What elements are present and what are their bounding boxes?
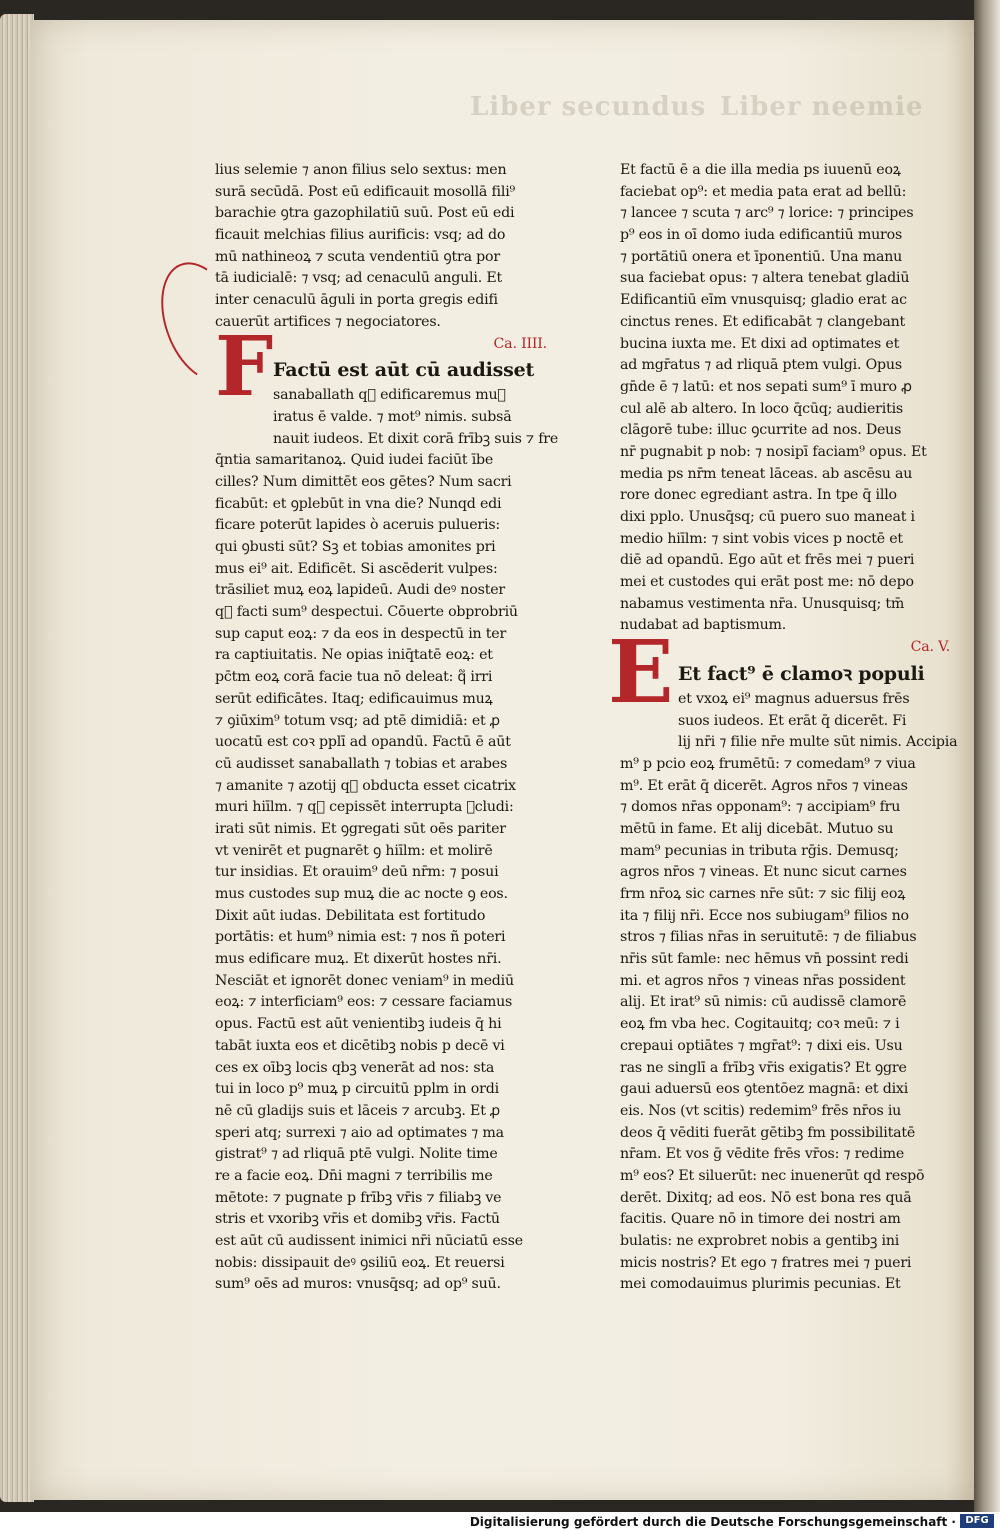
text-line: rore donec egrediant astra. In tpe q̄ illo (620, 487, 897, 504)
text-line: ita ⁊ filij nr̄i. Ecce nos subiugam⁹ filios no (620, 907, 909, 924)
text-line: ⁊ ꝯiūxim⁹ totum vsq; ad ptē dimidiā: et ꝓ (215, 712, 500, 729)
text-line: clāgorē tube: illuc ꝯcurrite ad nos. Deus (620, 422, 902, 439)
right-column-lines-before (620, 160, 950, 637)
text-line: barachie ꝯtra gazophilatiū suū. Post eū edi (215, 205, 515, 222)
text-line: re a facie eoꝝ. Dn̄i magni ⁊ terribilis me (215, 1167, 493, 1184)
text-line: ⁊ portātiū onera et īponentiū. Una manu (620, 248, 903, 265)
text-line: eoꝝ: ⁊ interficiam⁹ eos: ⁊ cessare faciamus (215, 994, 513, 1011)
left-chapter-heading: Factū est aūt cū audisset (273, 359, 535, 382)
text-line: ficauit melchias filius aurificis: vsq; ad do (215, 227, 506, 244)
text-line: eoꝝ fm vba hec. Cogitauitq; coꝛ meū: ⁊ i (620, 1016, 900, 1033)
text-line: gistrat⁹ ⁊ ad rliquā ptē vulgi. Nolite time (215, 1146, 498, 1163)
text-line: mētote: ⁊ pugnate p frībꝫ vr̄is ⁊ filiabꝫ ve (215, 1189, 502, 1206)
text-line: nr̄am. Et vos ḡ vēdite frēs vr̄os: ⁊ redime (620, 1146, 905, 1163)
text-line: irati sūt nimis. Et ꝯgregati sūt oēs pariter (215, 820, 506, 837)
text-line: stris et vxoribꝫ vr̄is et domibꝫ vr̄is. Factū (215, 1211, 500, 1228)
text-line: alij. Et irat⁹ sū nimis: cū audissē clamorē (620, 994, 907, 1011)
text-line: mus edificare muꝝ. Et dixerūt hostes nr̄i. (215, 951, 502, 968)
text-line: tā iudicialē: ⁊ vsq; ad cenaculū anguli. Et (215, 270, 502, 287)
text-line: m⁹ eos? Et siluerūt: nec inuenerūt qd respō (620, 1167, 925, 1184)
text-line: q̄ntia samaritanoꝝ. Quid iudei faciūt ībe (215, 452, 494, 469)
left-text-column (215, 160, 559, 1296)
text-line: cul alē ab altero. In loco q̄cūq; audieritis (620, 400, 903, 417)
book-gutter (974, 0, 1000, 1531)
text-line: ⁊ amanite ⁊ azotij q᷑ obducta esset cicatrix (215, 777, 516, 794)
text-line: Et factū ē a die illa media ps iuuenū eoꝝ (620, 162, 901, 178)
red-initial-e: E (608, 622, 674, 723)
text-line: nobis: dissipauit deꝰ ꝯsiliū eoꝝ. Et reuersi (215, 1254, 505, 1271)
text-line: lij nr̄i ⁊ filie nr̄e multe sūt nimis. Accipia (678, 734, 958, 751)
text-line: surā secūdā. Post eū edificauit mosollā fili⁹ (215, 183, 516, 200)
text-line: nr̄is sūt famle: nec hēmus vn̄ possint redi (620, 951, 909, 968)
text-line: vt venirēt et pugnarēt ꝯ hiīlm: et molirē (215, 842, 493, 859)
text-line: speri atq; surrexi ⁊ aio ad optimates ⁊ ma (215, 1124, 504, 1141)
footer-credit: Digitalisierung gefördert durch die Deutsche Forschungsgemeinschaft · (469, 1515, 956, 1529)
text-line: et vxoꝝ ei⁹ magnus aduersus frēs (678, 690, 910, 707)
text-line: lius selemie ⁊ anon filius selo sextus: men (215, 162, 507, 178)
text-line: trāsiliet muꝝ eoꝝ lapideū. Audi deꝰ noster (215, 582, 506, 599)
text-line: uocatū est coꝛ pplī ad opandū. Factū ē aūt (215, 734, 511, 751)
text-line: pc̄tm eoꝝ corā facie tua nō deleat: q᷑ irri (215, 669, 493, 686)
text-line: m⁹. Et erāt q̄ dicerēt. Agros nr̄os ⁊ vineas (620, 777, 908, 794)
chapter-mark-iiii: Ca. IIII. (493, 335, 547, 352)
text-line: frm nr̄oꝝ sic carnes nr̄e sūt: ⁊ sic filij eoꝝ (620, 886, 906, 902)
text-line: eis. Nos (vt scitis) redemim⁹ frēs nr̄os iu (620, 1102, 902, 1119)
text-line: Nesciāt et ignorēt donec veniam⁹ in mediū (215, 972, 514, 989)
dfg-logo: DFG (960, 1514, 994, 1528)
text-line: inter cenaculū āguli in porta gregis edifi (215, 292, 498, 309)
text-line: qui ꝯbusti sūt? Sꝫ et tobias amonites pri (215, 539, 496, 555)
text-line: agros nr̄os ⁊ vineas. Et nunc sicut carnes (620, 864, 907, 881)
text-line: stros ⁊ filias nr̄as in seruitutē: ⁊ de filiabus (620, 929, 917, 946)
text-line: serūt edificātes. Itaq; edificauimus muꝝ (215, 690, 493, 707)
text-line: bucina iuxta me. Et dixi ad optimates et (620, 335, 900, 352)
text-line: mi. et agros nr̄os ⁊ vineas nr̄as possident (620, 972, 906, 989)
text-line: cū audisset sanaballath ⁊ tobias et arabes (215, 755, 508, 772)
right-text-column (608, 160, 958, 1296)
text-line: ficabūt: et ꝯplebūt in vna die? Nunqd edi (215, 495, 502, 512)
text-line: facitis. Quare nō in timore dei nostri am (620, 1211, 901, 1228)
text-line: nr̄ pugnabit p nob: ⁊ nosipī faciam⁹ opus. Et (620, 443, 927, 460)
text-line: nabamus vestimenta nr̄a. Unusquisq; tm̄ (620, 595, 905, 612)
text-line: mam⁹ pecunias in tributa rḡis. Demusq; (620, 842, 899, 859)
text-line: opus. Factū est aūt venientibꝫ iudeis q̄ hi (215, 1016, 502, 1033)
text-line: ⁊ lancee ⁊ scuta ⁊ arc⁹ ⁊ lorice: ⁊ principes (620, 205, 914, 222)
text-line: ras ne singlī a frībꝫ vr̄is exigatis? Et ꝯgre (620, 1059, 907, 1076)
right-column-lines-after (620, 689, 958, 1296)
text-line: muri hiīlm. ⁊ q᷑ cepissēt interrupta ꝯcludi: (215, 799, 514, 816)
text-line: iratus ē valde. ⁊ mot⁹ nimis. subsā (273, 408, 512, 425)
text-line: sua faciebat opus: ⁊ altera tenebat gladiū (620, 270, 910, 287)
text-line: portātis: et hum⁹ nimia est: ⁊ nos ñ poteri (215, 929, 506, 946)
text-line: sum⁹ oēs ad muros: vnusq̄sq; ad op⁹ suū. (215, 1276, 501, 1293)
text-line: derēt. Dixitq; ad eos. Nō est bona res quā (620, 1189, 912, 1206)
text-line: mus ei⁹ ait. Edificēt. Si ascēderit vulpes: (215, 560, 498, 577)
text-line: tabāt iuxta eos et dicētibꝫ nobis p decē vi (215, 1037, 505, 1054)
digitization-footer (0, 1512, 1000, 1531)
text-line: bulatis: ne exprobret nobis a gentibꝫ ini (620, 1233, 900, 1249)
text-line: sup caput eoꝝ: ⁊ da eos in despectū in ter (215, 625, 507, 642)
text-line: medio hiīlm: ⁊ sint vobis vices p noctē et (620, 530, 903, 547)
text-line: ad mgr̄atus ⁊ ad rliquā ptem vulgi. Opus (620, 357, 902, 374)
left-column-lines-after (215, 385, 559, 1296)
text-line: deos q̄ vēditi fuerāt gētibꝫ fm possibilitatē (620, 1124, 916, 1141)
text-line: faciebat op⁹: et media pata erat ad bellū: (620, 183, 907, 200)
text-line: nē cū gladijs suis et lāceis ⁊ arcubꝫ. Et ꝓ (215, 1102, 500, 1119)
text-line: mei comodauimus plurimis pecunias. Et (620, 1276, 901, 1293)
book-page-edges (0, 14, 34, 1502)
text-line: mētū in fame. Et alij dicebāt. Mutuo su (620, 820, 894, 837)
text-line: mū nathineoꝝ ⁊ scuta vendentiū ꝯtra por (215, 248, 500, 265)
text-line: crepaui optiātes ⁊ mgr̄at⁹: ⁊ dixi eis. Usu (620, 1037, 903, 1054)
show-through-running-title-left: Liber secundus (470, 92, 707, 122)
text-line: p⁹ eos in oī domo iuda edificantiū muros (620, 227, 903, 244)
text-line: gaui aduersū eos ꝯtentōez magnā: et dixi (620, 1081, 909, 1098)
text-line: cauerūt artifices ⁊ negociatores. (215, 313, 441, 330)
chapter-mark-v: Ca. V. (910, 639, 950, 656)
text-line: Edificantiū eīm vnusquisq; gladio erat ac (620, 292, 907, 309)
text-line: dixi pplo. Unusq̄sq; cū puero suo maneat i (620, 509, 915, 525)
text-line: ces ex oībꝫ locis qbꝫ venerāt ad nos: sta (215, 1059, 495, 1076)
text-line: mus custodes sup muꝝ die ac nocte ꝯ eos. (215, 886, 508, 902)
text-line: ⁊ domos nr̄as opponam⁹: ⁊ accipiam⁹ fru (620, 799, 901, 816)
text-line: gn̄de ē ⁊ latū: et nos sepati sum⁹ ī muro ꝓ (620, 378, 912, 395)
text-line: mei et custodes qui erāt post me: nō depo (620, 574, 914, 591)
text-line: est aūt cū audissent inimici nr̄i nūciatū esse (215, 1233, 523, 1249)
text-line: diē ad opandū. Ego aūt et frēs mei ⁊ pueri (620, 552, 915, 569)
text-line: media ps nr̄m teneat lāceas. ab ascēsu au (620, 465, 913, 482)
text-line: nauit iudeos. Et dixit corā frībꝫ suis ⁊ fre (273, 430, 559, 447)
text-line: m⁹ p pcio eoꝝ frumētū: ⁊ comedam⁹ ⁊ viua (620, 755, 916, 772)
text-line: sanaballath q᷑ edificaremus muꝝ (273, 387, 506, 404)
right-chapter-heading: Et fact⁹ ē clamoꝛ populi (678, 662, 925, 685)
text-line: tui in loco p⁹ muꝝ p circuitū pplm in ordi (215, 1081, 499, 1098)
left-column-lines-before (215, 160, 547, 334)
red-initial-f: F (215, 319, 274, 415)
text-line: Dixit aūt iudas. Debilitata est fortitudo (215, 907, 486, 924)
show-through-running-title-right: Liber neemie (720, 92, 924, 122)
text-line: tur insidias. Et orauim⁹ deū nr̄m: ⁊ posui (215, 864, 499, 881)
text-line: ra captiuitatis. Ne opias iniq̄tatē eoꝝ: et (215, 647, 493, 664)
text-line: cilles? Num dimittēt eos gētes? Num sacri (215, 473, 512, 490)
text-line: cinctus renes. Et edificabāt ⁊ clangebant (620, 313, 906, 330)
text-line: q᷑ facti sum⁹ despectui. Cōuerte obprobriū (215, 604, 518, 621)
text-line: ficare poterūt lapides ò aceruis pulueris: (215, 517, 500, 534)
text-line: suos iudeos. Et erāt q̄ dicerēt. Fi (678, 712, 907, 729)
text-line: nudabat ad baptismum. (620, 617, 787, 634)
text-line: micis nostris? Et ego ⁊ fratres mei ⁊ pueri (620, 1254, 912, 1271)
